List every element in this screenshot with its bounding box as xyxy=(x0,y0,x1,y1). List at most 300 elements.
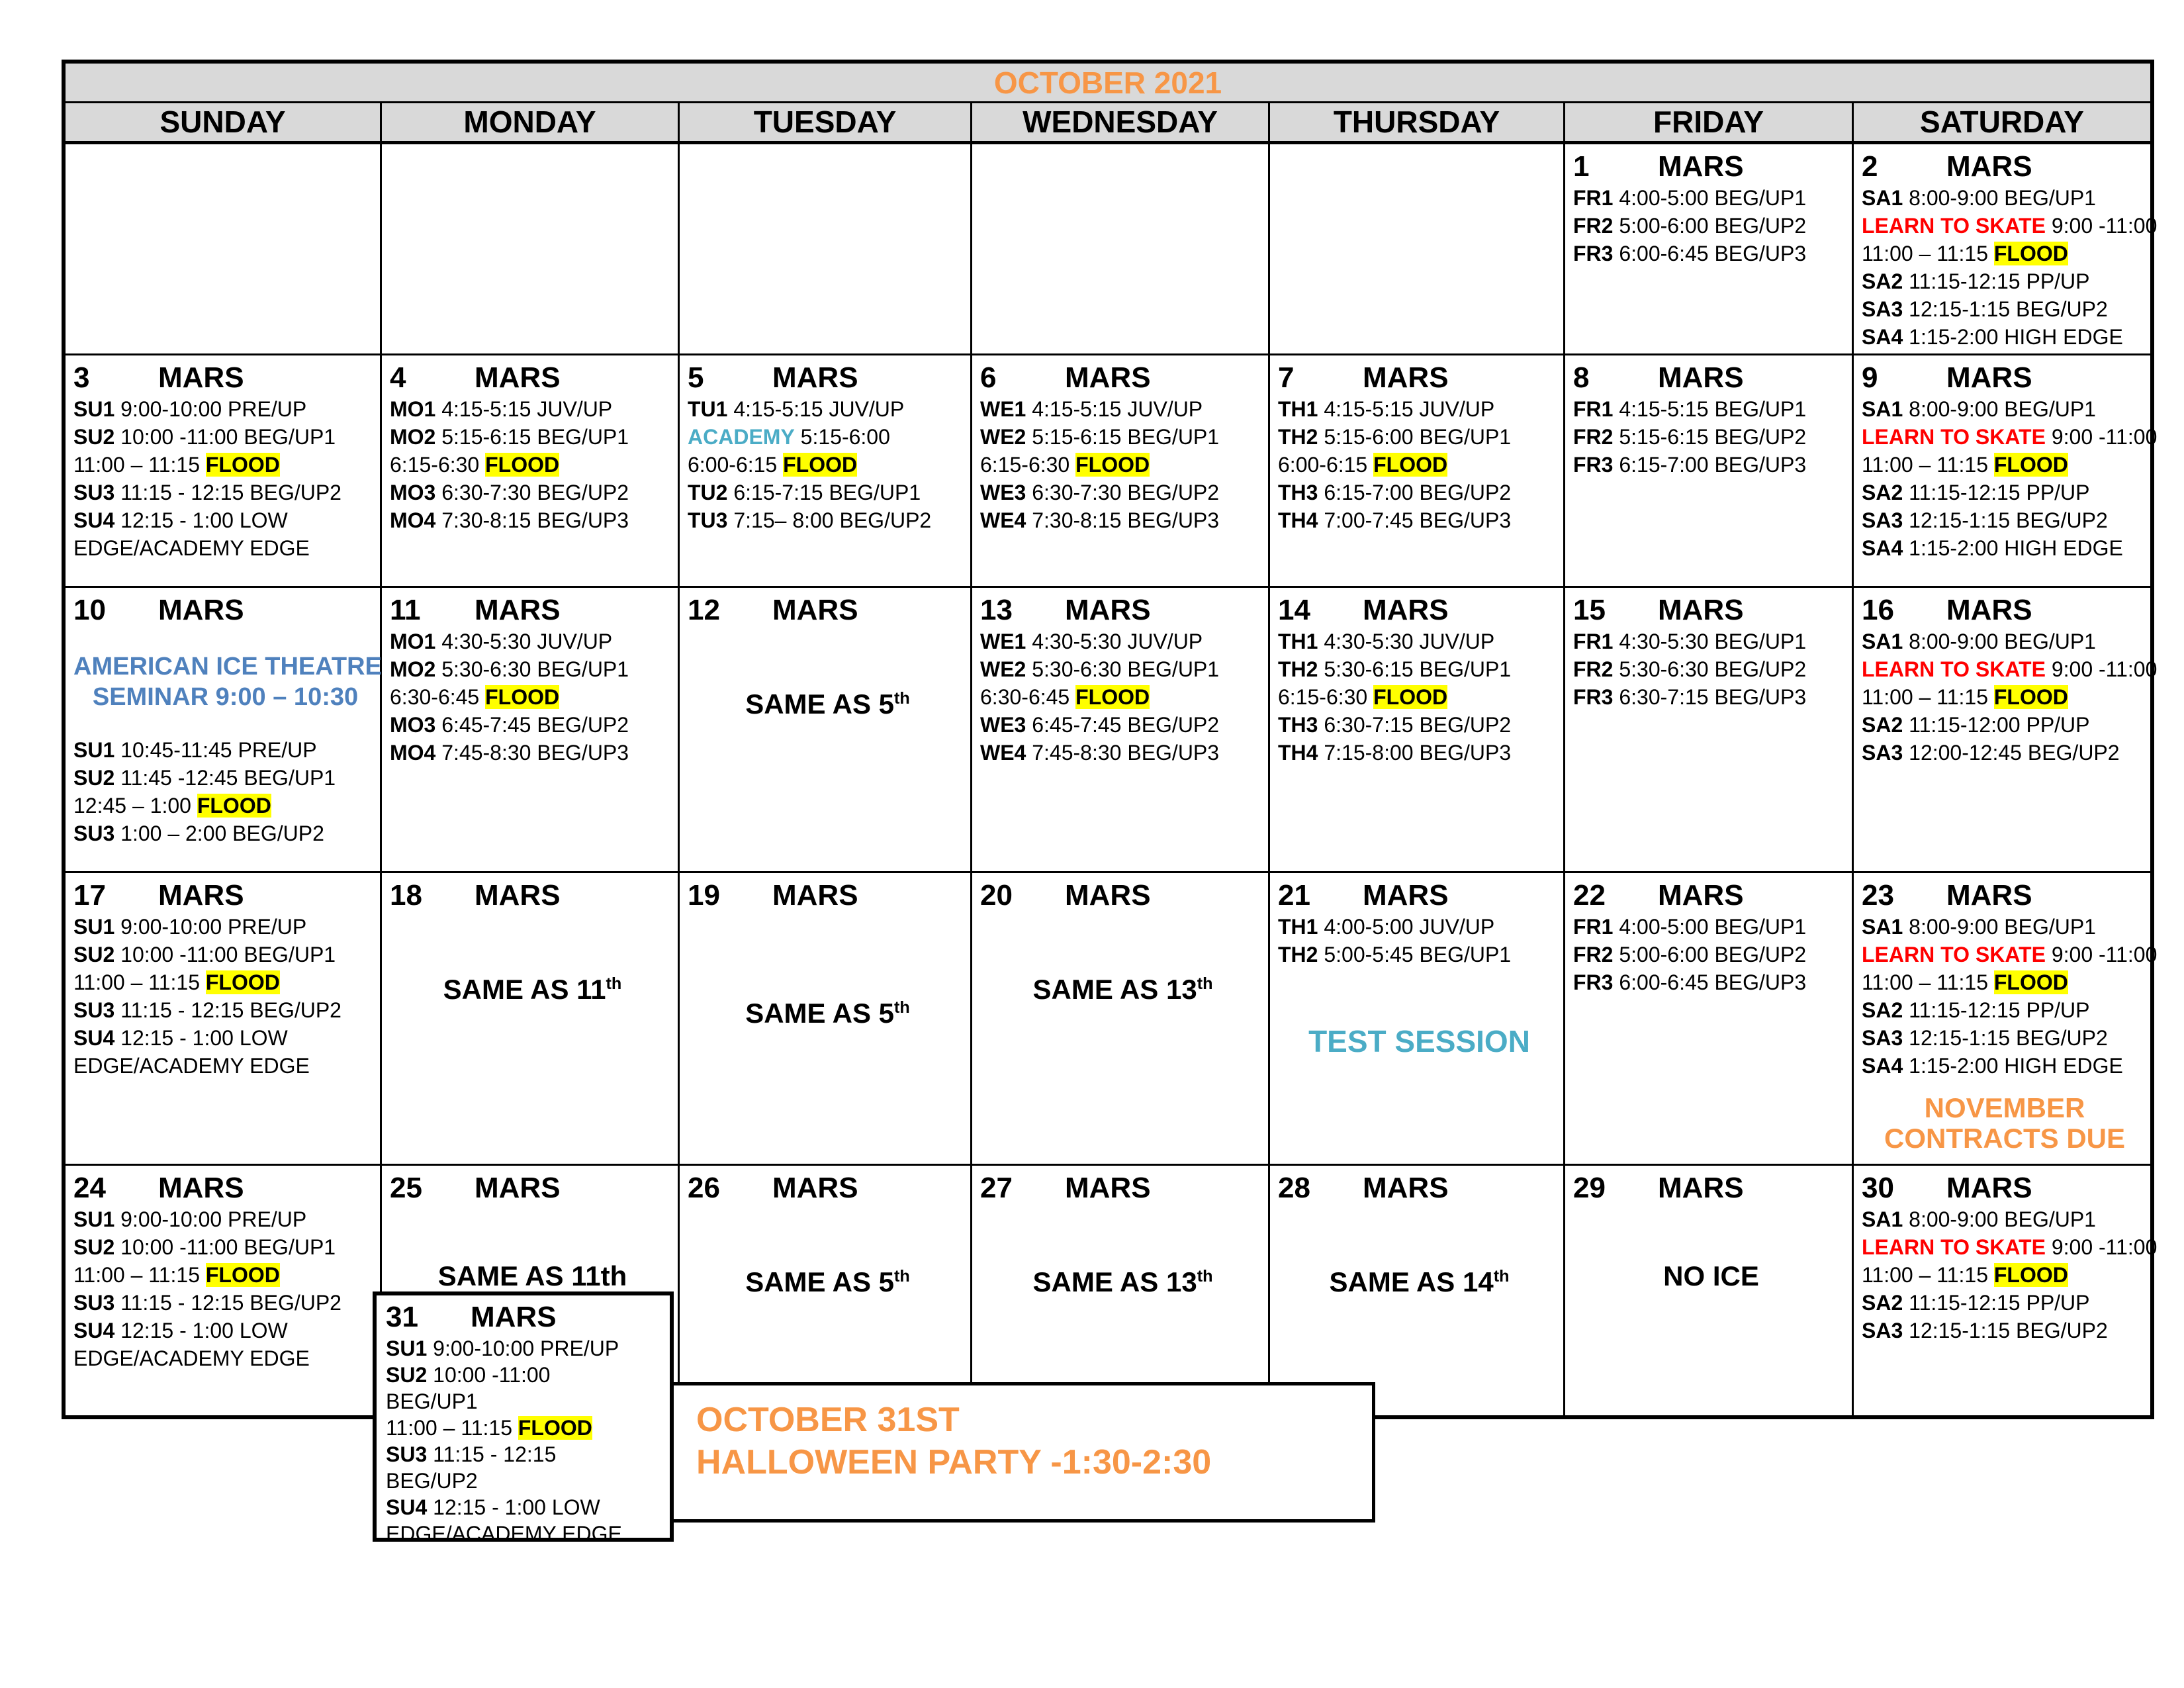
cell-heading xyxy=(1278,593,1561,628)
text-run: EDGE/ACADEMY EDGE xyxy=(73,536,310,560)
text-run: SAME AS 11th xyxy=(437,1260,627,1291)
cell-day-19 xyxy=(680,871,972,1164)
text-run: SU3 xyxy=(73,1291,121,1315)
text-run: SU4 xyxy=(73,508,121,532)
schedule-line xyxy=(1862,1233,2158,1261)
rink-name: MARS xyxy=(1363,1172,1449,1204)
text-run: 11:15-12:15 PP/UP xyxy=(1909,998,2090,1022)
text-run: 4:00-5:00 BEG/UP1 xyxy=(1619,186,1807,210)
text-run: TH3 xyxy=(1278,713,1324,737)
text-run: 11:15-12:00 PP/UP xyxy=(1909,713,2090,737)
text-run: SU2 xyxy=(73,425,121,449)
text-run: 11:00 – 11:15 xyxy=(1862,970,1994,994)
cell-heading xyxy=(390,1171,675,1205)
cell-heading xyxy=(73,1171,377,1205)
text-run: th xyxy=(1197,974,1213,993)
cell-day-28 xyxy=(1270,1164,1565,1415)
rink-name: MARS xyxy=(1946,361,2032,394)
day-number: 10 xyxy=(73,594,106,626)
text-run: EDGE/ACADEMY EDGE xyxy=(386,1522,622,1546)
rink-name: MARS xyxy=(471,1301,557,1333)
text-run: 10:00 -11:00 BEG/UP1 xyxy=(120,1235,336,1259)
text-run: th xyxy=(606,974,622,993)
text-run: 11:15-12:15 PP/UP xyxy=(1909,1291,2090,1315)
day-number: 2 xyxy=(1862,150,1878,183)
schedule-line xyxy=(1573,184,1849,212)
text-run: SU1 xyxy=(73,1207,121,1231)
text-run: BEG/UP2 xyxy=(386,1469,478,1493)
schedule-line xyxy=(1862,913,2148,941)
schedule-line xyxy=(1862,1024,2148,1052)
day-number: 30 xyxy=(1862,1172,1894,1204)
text-run: 6:15-6:30 xyxy=(980,453,1076,477)
text-run: TH3 xyxy=(1278,481,1324,504)
schedule-line xyxy=(1573,941,1849,968)
cell-day-20 xyxy=(972,871,1270,1164)
schedule-line xyxy=(386,1494,666,1521)
text-run: FR2 xyxy=(1573,657,1619,681)
cell-heading xyxy=(980,593,1265,628)
text-run: FR3 xyxy=(1573,453,1619,477)
cell-day-1 xyxy=(1565,144,1854,353)
text-run: TH1 xyxy=(1278,630,1324,653)
text-run: SA2 xyxy=(1862,1291,1909,1315)
text-run: 6:30-7:15 BEG/UP2 xyxy=(1324,713,1512,737)
text-run: WE2 xyxy=(980,425,1032,449)
text-run: th xyxy=(1493,1267,1510,1286)
schedule-line xyxy=(1573,240,1849,267)
text-run: 12:15-1:15 BEG/UP2 xyxy=(1909,1319,2108,1342)
cell-heading xyxy=(1573,878,1849,913)
schedule-line xyxy=(1862,683,2148,711)
cell-day-3 xyxy=(66,353,382,586)
cell-empty xyxy=(1270,144,1565,353)
text-run: 12:15 - 1:00 LOW xyxy=(433,1495,600,1519)
day-number: 7 xyxy=(1278,361,1295,394)
schedule-line xyxy=(980,423,1265,451)
text-run: FLOOD xyxy=(205,453,280,477)
text-run: FR1 xyxy=(1573,397,1619,421)
text-run: 12:15-1:15 BEG/UP2 xyxy=(1909,297,2108,321)
rink-name: MARS xyxy=(158,361,244,394)
text-run: TU2 xyxy=(688,481,734,504)
day-number: 19 xyxy=(688,879,720,912)
text-run: 6:15-7:15 BEG/UP1 xyxy=(733,481,921,504)
cell-empty xyxy=(972,144,1270,353)
schedule-line xyxy=(1862,267,2148,295)
text-run: SAME AS 5 xyxy=(745,688,895,720)
cell-day-17 xyxy=(66,871,382,1164)
text-run: SU4 xyxy=(73,1026,121,1050)
day-number: 1 xyxy=(1573,150,1590,183)
day-number: 20 xyxy=(980,879,1013,912)
text-run: FR1 xyxy=(1573,630,1619,653)
day-header-wednesday: WEDNESDAY xyxy=(972,103,1270,141)
text-run: FR1 xyxy=(1573,915,1619,939)
text-run: 11:00 – 11:15 xyxy=(1862,453,1994,477)
text-run: SA3 xyxy=(1862,741,1909,765)
cell-heading xyxy=(1862,1171,2148,1205)
rink-name: MARS xyxy=(158,1172,244,1204)
day-number: 12 xyxy=(688,594,720,626)
schedule-line xyxy=(1573,913,1849,941)
schedule-line xyxy=(1278,395,1561,423)
text-run: 4:15-5:15 BEG/UP1 xyxy=(1619,397,1807,421)
text-run: 5:00-6:00 BEG/UP2 xyxy=(1619,943,1807,966)
schedule-line xyxy=(386,1415,666,1441)
text-run: 5:30-6:30 BEG/UP1 xyxy=(1032,657,1220,681)
banner-line-1: OCTOBER 31ST xyxy=(696,1401,960,1439)
text-run: 6:15-6:30 xyxy=(390,453,486,477)
schedule-line xyxy=(73,395,377,423)
text-run: NOVEMBER xyxy=(1924,1092,2085,1123)
day-number: 5 xyxy=(688,361,704,394)
text-run: FLOOD xyxy=(518,1416,592,1440)
schedule-line xyxy=(1573,683,1849,711)
schedule-line xyxy=(980,506,1265,534)
text-run: 12:15 - 1:00 LOW xyxy=(120,508,288,532)
text-run: WE3 xyxy=(980,481,1032,504)
text-run: FR3 xyxy=(1573,970,1619,994)
text-run: SU2 xyxy=(73,766,121,790)
schedule-line xyxy=(73,479,377,506)
cell-day-13 xyxy=(972,586,1270,871)
rink-name: MARS xyxy=(1658,879,1744,912)
calendar-table xyxy=(62,60,2158,1419)
schedule-line xyxy=(73,534,377,562)
cell-heading xyxy=(386,1299,666,1335)
schedule-line xyxy=(390,395,675,423)
schedule-line xyxy=(73,682,377,712)
text-run: 4:30-5:30 JUV/UP xyxy=(1032,630,1203,653)
text-run: LEARN TO SKATE xyxy=(1862,425,2046,449)
cell-heading xyxy=(1573,361,1849,395)
text-run: FLOOD xyxy=(1075,453,1150,477)
text-run: 11:15 - 12:15 BEG/UP2 xyxy=(120,998,341,1022)
text-run: 6:15-6:30 xyxy=(1278,685,1374,709)
text-run: th xyxy=(1197,1267,1213,1286)
text-run: MO2 xyxy=(390,425,442,449)
text-run: 7:00-7:45 BEG/UP3 xyxy=(1324,508,1512,532)
schedule-line xyxy=(1862,1205,2148,1233)
cell-heading xyxy=(688,878,968,913)
text-run: 4:15-5:15 JUV/UP xyxy=(1324,397,1495,421)
cell-heading xyxy=(73,878,377,913)
cell-heading xyxy=(980,361,1265,395)
text-run: 6:00-6:45 BEG/UP3 xyxy=(1619,970,1807,994)
text-run: SA3 xyxy=(1862,1319,1909,1342)
day-number: 9 xyxy=(1862,361,1878,394)
day-number: 18 xyxy=(390,879,422,912)
cell-heading xyxy=(688,1171,968,1205)
rink-name: MARS xyxy=(475,1172,561,1204)
text-run: FR3 xyxy=(1573,242,1619,265)
schedule-line xyxy=(390,628,675,655)
rink-name: MARS xyxy=(475,361,561,394)
cell-heading xyxy=(1278,878,1561,913)
cell-heading xyxy=(73,593,377,628)
text-run: 4:15-5:15 JUV/UP xyxy=(733,397,905,421)
text-run: MO2 xyxy=(390,657,442,681)
text-run: 12:45 – 1:00 xyxy=(73,794,197,818)
day-header-monday: MONDAY xyxy=(382,103,680,141)
text-run: 11:00 – 11:15 xyxy=(73,970,206,994)
schedule-line xyxy=(1573,423,1849,451)
text-run: TU3 xyxy=(688,508,734,532)
schedule-line xyxy=(73,764,377,792)
schedule-line xyxy=(73,651,382,682)
schedule-line xyxy=(386,1468,666,1494)
text-run: MO4 xyxy=(390,508,442,532)
text-run: 9:00 -11:00 xyxy=(2045,943,2158,966)
schedule-line xyxy=(688,423,968,451)
text-run: FLOOD xyxy=(1993,453,2068,477)
week-row xyxy=(66,871,2158,1164)
rink-name: MARS xyxy=(1065,1172,1151,1204)
text-run: 9:00-10:00 PRE/UP xyxy=(120,1207,307,1231)
text-run: 11:00 – 11:15 xyxy=(1862,1263,1994,1287)
day-number: 25 xyxy=(390,1172,422,1204)
schedule-line xyxy=(1862,184,2148,212)
rink-name: MARS xyxy=(1658,361,1744,394)
text-run: 10:45-11:45 PRE/UP xyxy=(120,738,317,762)
text-run: SU3 xyxy=(386,1442,433,1466)
text-run: 7:45-8:30 BEG/UP3 xyxy=(1032,741,1220,765)
schedule-line xyxy=(73,1344,377,1372)
text-run: 9:00 -11:00 xyxy=(2045,1235,2158,1259)
text-run: MO1 xyxy=(390,630,442,653)
text-run: FLOOD xyxy=(485,685,560,709)
schedule-line xyxy=(1862,423,2158,451)
text-run: SAME AS 13 xyxy=(1032,974,1197,1005)
schedule-line xyxy=(980,395,1265,423)
text-run: 10:00 -11:00 BEG/UP1 xyxy=(120,425,336,449)
schedule-line xyxy=(688,451,968,479)
text-run: WE4 xyxy=(980,508,1032,532)
schedule-line xyxy=(1862,240,2148,267)
cell-heading xyxy=(1573,150,1849,184)
text-run: 6:30-6:45 xyxy=(980,685,1076,709)
text-run: 11:00 – 11:15 xyxy=(386,1416,518,1440)
cell-day-2 xyxy=(1854,144,2158,353)
schedule-line xyxy=(1278,913,1561,941)
text-run: 8:00-9:00 BEG/UP1 xyxy=(1909,1207,2096,1231)
schedule-line xyxy=(1278,739,1561,767)
cell-heading xyxy=(1278,1171,1561,1205)
schedule-line xyxy=(73,1289,377,1317)
text-run: TH2 xyxy=(1278,657,1324,681)
schedule-line xyxy=(1862,968,2148,996)
text-run: 1:15-2:00 HIGH EDGE xyxy=(1909,1054,2123,1078)
text-run: FLOOD xyxy=(1993,242,2068,265)
text-run: WE1 xyxy=(980,630,1032,653)
text-run: BEG/UP1 xyxy=(386,1389,478,1413)
schedule-line xyxy=(386,1335,666,1362)
text-run: FLOOD xyxy=(1993,1263,2068,1287)
schedule-line xyxy=(73,941,377,968)
schedule-line xyxy=(980,451,1265,479)
schedule-line xyxy=(1278,423,1561,451)
text-run: 5:00-6:00 BEG/UP2 xyxy=(1619,214,1807,238)
schedule-line xyxy=(1573,1261,1849,1291)
cell-heading xyxy=(1573,1171,1849,1205)
text-run: SA1 xyxy=(1862,397,1909,421)
schedule-line xyxy=(1862,212,2158,240)
rink-name: MARS xyxy=(772,594,858,626)
text-run: SA3 xyxy=(1862,1026,1909,1050)
text-run: 8:00-9:00 BEG/UP1 xyxy=(1909,186,2096,210)
text-run: 11:00 – 11:15 xyxy=(1862,685,1994,709)
text-run: FLOOD xyxy=(205,970,280,994)
text-run: 12:00-12:45 BEG/UP2 xyxy=(1909,741,2120,765)
rink-name: MARS xyxy=(1363,361,1449,394)
text-run: TH4 xyxy=(1278,508,1324,532)
text-run: 8:00-9:00 BEG/UP1 xyxy=(1909,397,2096,421)
text-run: SAME AS 14 xyxy=(1329,1266,1494,1297)
schedule-line xyxy=(73,1317,377,1344)
schedule-line xyxy=(1573,968,1849,996)
text-run: EDGE/ACADEMY EDGE xyxy=(73,1054,310,1078)
rink-name: MARS xyxy=(158,879,244,912)
halloween-banner xyxy=(670,1382,1375,1523)
text-run: FLOOD xyxy=(1075,685,1150,709)
schedule-line xyxy=(1573,212,1849,240)
text-run: 5:15-6:15 BEG/UP1 xyxy=(441,425,629,449)
schedule-line xyxy=(1862,323,2148,351)
text-run: ACADEMY xyxy=(688,425,795,449)
schedule-line xyxy=(1862,996,2148,1024)
cell-empty xyxy=(66,144,382,353)
schedule-line xyxy=(688,683,968,720)
text-run: SU1 xyxy=(73,915,121,939)
text-run: LEARN TO SKATE xyxy=(1862,943,2046,966)
schedule-line xyxy=(1862,739,2148,767)
text-run: SA1 xyxy=(1862,630,1909,653)
schedule-line xyxy=(386,1388,666,1415)
text-run: th xyxy=(894,689,910,708)
schedule-line xyxy=(688,395,968,423)
schedule-line xyxy=(1862,295,2148,323)
text-run: SU1 xyxy=(73,738,121,762)
text-run: LEARN TO SKATE xyxy=(1862,1235,2046,1259)
text-run: 4:15-5:15 JUV/UP xyxy=(1032,397,1203,421)
schedule-line xyxy=(1278,711,1561,739)
text-run: 1:15-2:00 HIGH EDGE xyxy=(1909,536,2123,560)
text-run: SA2 xyxy=(1862,713,1909,737)
schedule-line xyxy=(390,683,675,711)
cell-day-21 xyxy=(1270,871,1565,1164)
calendar-title: OCTOBER 2021 xyxy=(66,64,2150,103)
text-run: 4:15-5:15 JUV/UP xyxy=(441,397,613,421)
text-run: FR2 xyxy=(1573,214,1619,238)
schedule-line xyxy=(1862,1093,2148,1123)
text-run: 11:15 - 12:15 BEG/UP2 xyxy=(120,481,341,504)
schedule-line xyxy=(390,479,675,506)
schedule-line xyxy=(73,1052,377,1080)
schedule-line xyxy=(1862,941,2158,968)
cell-day-26 xyxy=(680,1164,972,1415)
text-run: FLOOD xyxy=(205,1263,280,1287)
cell-day-23 xyxy=(1854,871,2158,1164)
schedule-line xyxy=(1278,479,1561,506)
text-run: 6:30-7:30 BEG/UP2 xyxy=(1032,481,1220,504)
text-run: TU1 xyxy=(688,397,734,421)
text-run: 5:00-5:45 BEG/UP1 xyxy=(1324,943,1512,966)
rink-name: MARS xyxy=(1946,594,2032,626)
schedule-line xyxy=(688,506,968,534)
text-run: WE1 xyxy=(980,397,1032,421)
day-number: 16 xyxy=(1862,594,1894,626)
day-number: 4 xyxy=(390,361,406,394)
cell-heading xyxy=(688,593,968,628)
text-run: 11:15 - 12:15 BEG/UP2 xyxy=(120,1291,341,1315)
schedule-line xyxy=(980,711,1265,739)
text-run: TH4 xyxy=(1278,741,1324,765)
cell-heading xyxy=(390,593,675,628)
schedule-line xyxy=(1278,655,1561,683)
schedule-line xyxy=(390,739,675,767)
text-run: SA2 xyxy=(1862,998,1909,1022)
text-run: SEMINAR 9:00 – 10:30 xyxy=(92,683,359,711)
text-run: SU2 xyxy=(386,1363,433,1387)
schedule-line xyxy=(688,992,968,1029)
cell-day-15 xyxy=(1565,586,1854,871)
schedule-line xyxy=(73,423,377,451)
text-run: SU4 xyxy=(73,1319,121,1342)
schedule-line xyxy=(390,968,675,1005)
schedule-line xyxy=(73,1233,377,1261)
cell-heading xyxy=(1573,593,1849,628)
text-run: 12:15-1:15 BEG/UP2 xyxy=(1909,508,2108,532)
text-run: 4:30-5:30 JUV/UP xyxy=(1324,630,1495,653)
week-row xyxy=(66,353,2158,586)
schedule-line xyxy=(390,711,675,739)
text-run: 9:00-10:00 PRE/UP xyxy=(120,915,307,939)
text-run: FLOOD xyxy=(1373,453,1448,477)
schedule-line xyxy=(1278,1261,1561,1297)
text-run: FR2 xyxy=(1573,943,1619,966)
text-run: MO3 xyxy=(390,481,442,504)
rink-name: MARS xyxy=(1065,879,1151,912)
rink-name: MARS xyxy=(1946,879,2032,912)
schedule-line xyxy=(390,451,675,479)
text-run: 5:15-6:15 BEG/UP1 xyxy=(1032,425,1220,449)
cell-day-22 xyxy=(1565,871,1854,1164)
schedule-line xyxy=(1862,451,2148,479)
cell-day-30 xyxy=(1854,1164,2158,1415)
rink-name: MARS xyxy=(1065,594,1151,626)
week-row xyxy=(66,144,2158,353)
text-run: 6:30-6:45 xyxy=(390,685,486,709)
day-number: 22 xyxy=(1573,879,1606,912)
cell-day-10 xyxy=(66,586,382,871)
text-run: 7:30-8:15 BEG/UP3 xyxy=(1032,508,1220,532)
text-run: WE2 xyxy=(980,657,1032,681)
text-run: SU2 xyxy=(73,1235,121,1259)
cell-day-27 xyxy=(972,1164,1270,1415)
cell-empty xyxy=(382,144,680,353)
day-number: 17 xyxy=(73,879,106,912)
rink-name: MARS xyxy=(1658,594,1744,626)
text-run: 6:45-7:45 BEG/UP2 xyxy=(1032,713,1220,737)
schedule-line xyxy=(1862,395,2148,423)
week-row xyxy=(66,586,2158,871)
schedule-line xyxy=(1862,506,2148,534)
text-run: th xyxy=(894,998,910,1017)
schedule-line xyxy=(1573,395,1849,423)
text-run: SU3 xyxy=(73,821,121,845)
schedule-line xyxy=(1278,1024,1561,1058)
